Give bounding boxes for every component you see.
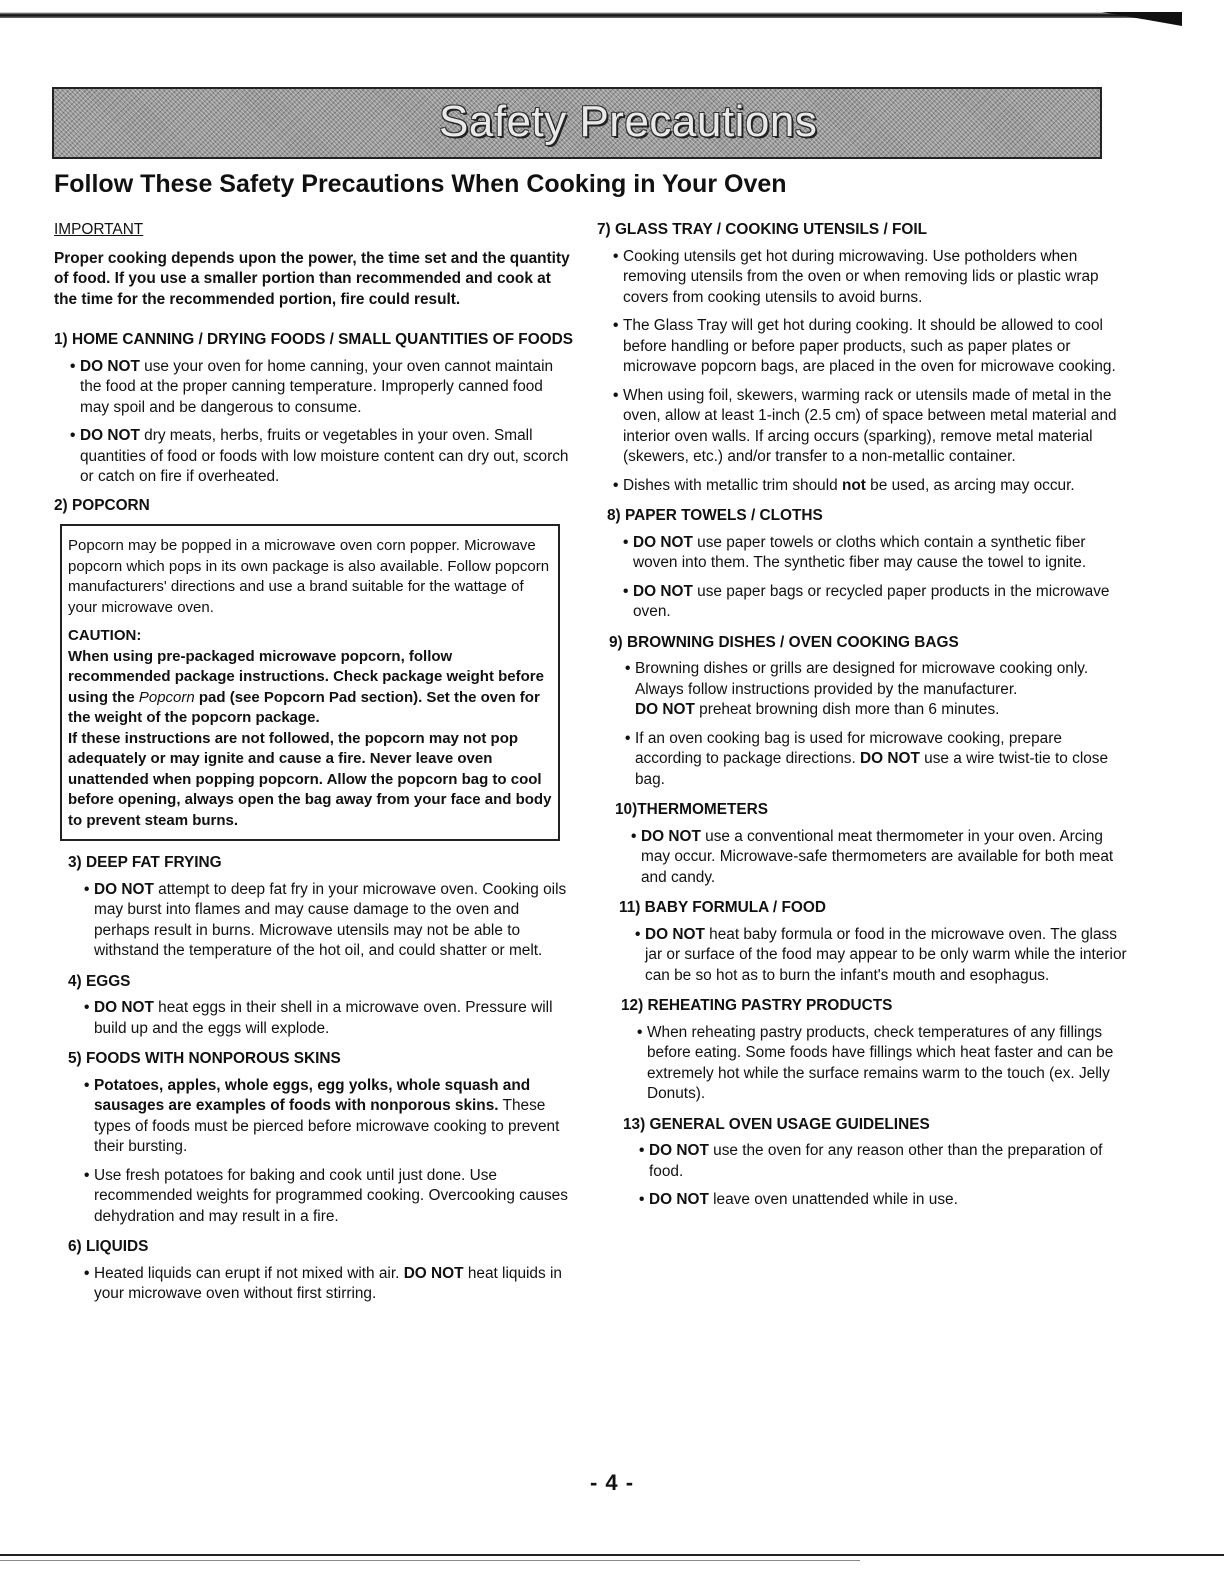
- section-title: 11) BABY FORMULA / FOOD: [619, 899, 826, 916]
- bullet-icon: •: [613, 476, 619, 494]
- bullet-icon: •: [613, 247, 619, 265]
- bullet-icon: •: [625, 729, 631, 747]
- list-item: • When reheating pastry products, check temperatures of any fillings before eating. Some foods have fillings which heat faster and can be extremely hot while the surface remains warm to the touch (ex. Jelly Donuts).: [637, 1023, 1114, 1102]
- section-liquids: [68, 1237, 574, 1305]
- list-item: • Use fresh potatoes for baking and cook until just done. Use recommended weights for programmed cooking. Overcooking causes dehydration and may result in a fire.: [84, 1166, 568, 1225]
- list-item: • Potatoes, apples, whole eggs, egg yolks, whole squash and sausages are examples of foods with nonporous skins. These types of foods must be pierced before microwave cooking to prevent their bursting.: [84, 1076, 560, 1155]
- list-item: • DO NOT use paper towels or cloths which contain a synthetic fiber woven into them. The synthetic fiber may cause the towel to ignite.: [623, 533, 1087, 571]
- bullet-icon: •: [623, 533, 629, 551]
- list-item: • DO NOT use your oven for home canning, your oven cannot maintain the food at the proper canning temperature. Improperly canned food may spoil and be dangerous to consume.: [70, 357, 554, 416]
- top-rule: [0, 12, 1180, 18]
- section-deep-fat-frying: [68, 853, 574, 962]
- section-title: 4) EGGS: [68, 972, 131, 990]
- list-item: • The Glass Tray will get hot during cooking. It should be allowed to cool before handling or before paper products, such as paper plates or microwave popcorn bags, are placed in the oven for microwave cooking.: [613, 317, 1116, 375]
- caution-text: When using pre-packaged microwave popcorn, follow recommended package instructions. Check package weight before using the Popcorn pad (see Popcorn Pad section). Set the oven for the weight of the popcorn package.: [68, 647, 544, 726]
- section-title: 10)THERMOMETERS: [615, 801, 769, 818]
- list-item: • DO NOT use paper bags or recycled paper products in the microwave oven.: [623, 582, 1110, 620]
- bullet-icon: •: [623, 582, 629, 600]
- important-label: IMPORTANT: [54, 221, 144, 238]
- list-item: • DO NOT use a conventional meat thermometer in your oven. Arcing may occur. Microwave-safe thermometers are available for both meat and candy.: [631, 827, 1114, 886]
- caution-label: CAUTION:: [68, 627, 142, 644]
- section-title: 6) LIQUIDS: [68, 1238, 149, 1255]
- list-item: • DO NOT heat eggs in their shell in a microwave oven. Pressure will build up and the eggs will explode.: [84, 999, 553, 1037]
- bottom-rule: [0, 1554, 1224, 1556]
- bullet-icon: •: [84, 880, 90, 898]
- section-paper-towels: [607, 506, 1132, 623]
- page-number: - 4 -: [589, 1470, 635, 1495]
- section-home-canning: [54, 330, 574, 488]
- list-item: • Cooking utensils get hot during microwaving. Use potholders when removing utensils from the oven or when removing lids or plastic wrap covers from cooking utensils to avoid burns.: [613, 247, 1099, 306]
- section-title: 8) PAPER TOWELS / CLOTHS: [607, 507, 823, 524]
- section-reheating-pastry: [621, 996, 1132, 1105]
- section-browning-dishes: [609, 633, 1132, 791]
- section-general-usage: [623, 1115, 1132, 1211]
- bullet-icon: •: [625, 660, 631, 677]
- section-nonporous-skins: [68, 1049, 574, 1227]
- list-item: • DO NOT use the oven for any reason other than the preparation of food.: [639, 1142, 1103, 1180]
- bullet-icon: •: [84, 999, 90, 1016]
- section-title: 9) BROWNING DISHES / OVEN COOKING BAGS: [609, 633, 959, 651]
- section-title: 1) HOME CANNING / DRYING FOODS / SMALL QUANTITIES OF FOODS: [54, 331, 574, 348]
- section-glass-tray: [597, 220, 1132, 496]
- title-banner: [52, 87, 1102, 159]
- page-heading: Follow These Safety Precautions When Cooking in Your Oven: [54, 170, 787, 198]
- section-popcorn: [54, 496, 574, 842]
- list-item: • Browning dishes or grills are designed for microwave cooking only. Always follow instructions provided by the manufacturer. DO NOT preheat browning dish more than 6 minutes.: [625, 660, 1089, 718]
- list-item: • Heated liquids can erupt if not mixed with air. DO NOT heat liquids in your microwave oven without first stirring.: [84, 1264, 562, 1302]
- bullet-icon: •: [613, 317, 619, 334]
- list-item: • Dishes with metallic trim should not be used, as arcing may occur.: [623, 476, 1132, 497]
- important-text: Proper cooking depends upon the power, the time set and the quantity of food. If you use a smaller portion than recommended and cook at the time for the recommended portion, fire could result.: [54, 249, 570, 308]
- bottom-rule-secondary: [0, 1560, 860, 1561]
- bullet-icon: •: [84, 1076, 90, 1094]
- section-thermometers: [615, 800, 1132, 888]
- list-item: • If an oven cooking bag is used for microwave cooking, prepare according to package directions. DO NOT use a wire twist-tie to close bag.: [625, 729, 1109, 788]
- list-item: • DO NOT heat baby formula or food in the microwave oven. The glass jar or surface of the food may appear to be only warm while the interior can be so hot as to burn the infant's mouth and esophagus.: [635, 925, 1127, 984]
- section-title: 5) FOODS WITH NONPOROUS SKINS: [68, 1050, 341, 1067]
- section-title: 12) REHEATING PASTRY PRODUCTS: [621, 997, 893, 1014]
- bullet-icon: •: [70, 427, 76, 444]
- bullet-icon: •: [70, 357, 76, 375]
- banner-title: Safety Precautions: [439, 97, 818, 146]
- section-baby-formula: [619, 898, 1132, 986]
- bullet-icon: •: [637, 1023, 643, 1041]
- bullet-icon: •: [84, 1264, 90, 1282]
- bullet-icon: •: [84, 1166, 90, 1184]
- list-item: • DO NOT attempt to deep fat fry in your microwave oven. Cooking oils may burst into flames and may cause damage to the oven and perhaps result in burns. Microwave utensils may not be able to withstand the temperature of the hot oil, and could shatter or melt.: [84, 880, 567, 959]
- section-title: 3) DEEP FAT FRYING: [68, 854, 222, 871]
- bullet-icon: •: [639, 1142, 645, 1159]
- list-item: • DO NOT leave oven unattended while in use.: [649, 1190, 1132, 1211]
- left-column: [54, 220, 574, 1315]
- list-item: • DO NOT dry meats, herbs, fruits or vegetables in your oven. Small quantities of food or foods with low moisture content can dry out, scorch or catch on fire if overheated.: [70, 427, 569, 485]
- caution-text-2: If these instructions are not followed, the popcorn may not pop adequately or may ignite and cause a fire. Never leave oven unattended when popping popcorn. Allow the popcorn bag to cool before opening, always open the bag away from your face and body to prevent steam burns.: [68, 729, 552, 829]
- bullet-icon: •: [631, 827, 637, 845]
- section-eggs: [68, 972, 574, 1040]
- popcorn-caution-box: [60, 524, 560, 841]
- bullet-icon: •: [639, 1191, 645, 1208]
- popcorn-text: Popcorn may be popped in a microwave oven corn popper. Microwave popcorn which pops in its own package is also available. Follow popcorn manufacturers' directions and use a brand suitable for the wattage of your microwave oven.: [68, 537, 550, 616]
- list-item: • When using foil, skewers, warming rack or utensils made of metal in the oven, allow at least 1-inch (2.5 cm) of space between metal material and interior oven walls. If arcing occurs (sparking), remove metal material (skewers, etc.) and/or transfer to a non-metallic container.: [613, 386, 1117, 465]
- section-title: 7) GLASS TRAY / COOKING UTENSILS / FOIL: [597, 221, 928, 238]
- section-title: 13) GENERAL OVEN USAGE GUIDELINES: [623, 1115, 930, 1133]
- section-title: 2) POPCORN: [54, 496, 150, 514]
- right-column: [597, 220, 1132, 1221]
- bullet-icon: •: [613, 386, 619, 404]
- bullet-icon: •: [635, 925, 641, 943]
